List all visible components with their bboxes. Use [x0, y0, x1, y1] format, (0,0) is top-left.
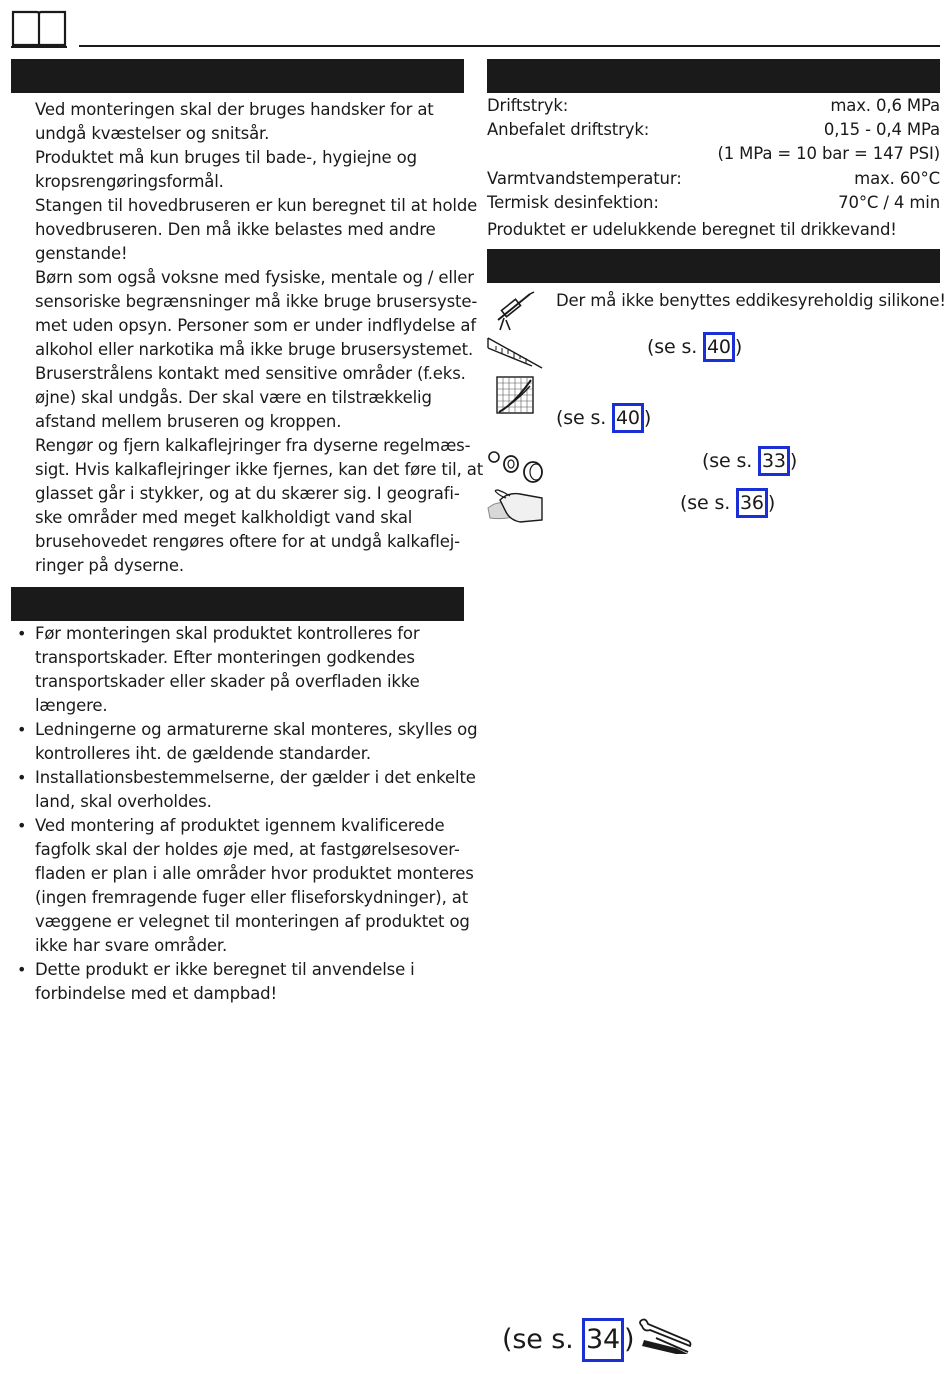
- list-item: ikke har svare områder.: [35, 936, 228, 955]
- drinking-water-note: Produktet er udelukkende beregnet til drikkevand!: [487, 220, 897, 239]
- text-line: ske områder med meget kalkholdigt vand skal: [35, 508, 413, 527]
- flow-diagram-icon: [496, 376, 534, 414]
- ref-prefix: (se s.: [647, 336, 698, 358]
- header-rule: [79, 45, 940, 47]
- silicone-gun-icon: [490, 290, 536, 332]
- ref-suffix: ): [789, 450, 798, 472]
- ref-page-40-b[interactable]: [556, 403, 651, 433]
- text-line: hovedbruseren. Den må ikke belastes med andre: [35, 220, 436, 239]
- list-item: Installationsbestemmelserne, der gælder i det enkelte: [35, 768, 476, 787]
- text-line: alkohol eller narkotika må ikke bruge brusersystemet.: [35, 340, 474, 359]
- section-bar-technical-data: [487, 59, 940, 93]
- text-line: undgå kvæstelser og snitsår.: [35, 124, 270, 143]
- list-item: fagfolk skal der holdes øje med, at fastgørelsesover-: [35, 840, 460, 859]
- text-line: kropsrengøringsformål.: [35, 172, 224, 191]
- text-line: met uden opsyn. Personer som er under indflydelse af: [35, 316, 476, 335]
- list-item: (ingen fremragende fuger eller fliseforskydninger), at: [35, 888, 469, 907]
- spec-label: Anbefalet driftstryk:: [487, 120, 650, 139]
- bullet: •: [17, 624, 27, 643]
- spare-parts-icon: [487, 448, 545, 484]
- spec-label: Termisk desinfektion:: [487, 193, 659, 212]
- text-line: afstand mellem bruseren og kroppen.: [35, 412, 342, 431]
- wrench-screwdriver-icon: [636, 1318, 694, 1358]
- book-icon: [10, 8, 68, 48]
- ref-prefix: (se s.: [556, 407, 607, 429]
- spec-label: Driftstryk:: [487, 96, 569, 115]
- list-item: forbindelse med et dampbad!: [35, 984, 277, 1003]
- text-line: øjne) skal undgås. Der skal være en tilstrækkelig: [35, 388, 432, 407]
- footer-ref[interactable]: [502, 1318, 634, 1362]
- bullet: •: [17, 816, 27, 835]
- page-link[interactable]: 40: [612, 403, 644, 433]
- list-item: transportskader. Efter monteringen godkendes: [35, 648, 415, 667]
- list-item: kontrolleres iht. de gældende standarder.: [35, 744, 372, 763]
- ref-prefix: (se s.: [502, 1324, 574, 1355]
- list-item: længere.: [35, 696, 108, 715]
- cleaning-hand-icon: [486, 486, 546, 526]
- page-link[interactable]: 33: [758, 446, 790, 476]
- ref-page-36[interactable]: [680, 488, 775, 518]
- text-line: Ved monteringen skal der bruges handsker for at: [35, 100, 434, 119]
- text-line: Stangen til hovedbruseren er kun beregnet til at holde: [35, 196, 478, 215]
- ref-prefix: (se s.: [680, 492, 731, 514]
- text-line: Bruserstrålens kontakt med sensitive områder (f.eks.: [35, 364, 466, 383]
- list-item: væggene er velegnet til monteringen af produktet og: [35, 912, 470, 931]
- text-line: sigt. Hvis kalkaflejringer ikke fjernes, kan det føre til, at: [35, 460, 484, 479]
- list-item: land, skal overholdes.: [35, 792, 212, 811]
- section-bar-safety: [11, 59, 464, 93]
- text-line: sensoriske begrænsninger må ikke bruge brusersyste-: [35, 292, 478, 311]
- spec-value: (1 MPa = 10 bar = 147 PSI): [717, 144, 940, 163]
- silicone-note: Der må ikke benyttes eddikesyreholdig silikone!: [556, 291, 946, 310]
- page-link[interactable]: 34: [582, 1318, 624, 1362]
- spec-value: 70°C / 4 min: [838, 193, 940, 212]
- spec-value: max. 60°C: [854, 169, 940, 188]
- ruler-dimensions-icon: [486, 334, 544, 370]
- list-item: Før monteringen skal produktet kontrolleres for: [35, 624, 420, 643]
- ref-page-40[interactable]: [647, 332, 742, 362]
- list-item: Ved montering af produktet igennem kvalificerede: [35, 816, 445, 835]
- bullet: •: [17, 960, 27, 979]
- section-bar-installation: [11, 587, 464, 621]
- bullet: •: [17, 768, 27, 787]
- ref-page-33[interactable]: [702, 446, 797, 476]
- text-line: ringer på dyserne.: [35, 556, 184, 575]
- spec-value: max. 0,6 MPa: [830, 96, 940, 115]
- text-line: Rengør og fjern kalkaflejringer fra dyserne regelmæs-: [35, 436, 471, 455]
- ref-suffix: ): [624, 1324, 635, 1355]
- bullet: •: [17, 720, 27, 739]
- ref-suffix: ): [734, 336, 743, 358]
- text-line: glasset går i stykker, og at du skærer sig. I geografi-: [35, 484, 460, 503]
- list-item: Ledningerne og armaturerne skal monteres, skylles og: [35, 720, 478, 739]
- text-line: Produktet må kun bruges til bade-, hygiejne og: [35, 148, 417, 167]
- list-item: transportskader eller skader på overfladen ikke: [35, 672, 420, 691]
- page-link[interactable]: 40: [703, 332, 735, 362]
- ref-prefix: (se s.: [702, 450, 753, 472]
- list-item: fladen er plan i alle områder hvor produktet monteres: [35, 864, 474, 883]
- spec-label: Varmtvandstemperatur:: [487, 169, 682, 188]
- text-line: brusehovedet rengøres oftere for at undgå kalkaflej-: [35, 532, 460, 551]
- ref-suffix: ): [767, 492, 776, 514]
- text-line: Børn som også voksne med fysiske, mentale og / eller: [35, 268, 474, 287]
- text-line: genstande!: [35, 244, 128, 263]
- ref-suffix: ): [643, 407, 652, 429]
- list-item: Dette produkt er ikke beregnet til anvendelse i: [35, 960, 415, 979]
- spec-value: 0,15 - 0,4 MPa: [823, 120, 940, 139]
- section-bar-symbols: [487, 249, 940, 283]
- page-link[interactable]: 36: [736, 488, 768, 518]
